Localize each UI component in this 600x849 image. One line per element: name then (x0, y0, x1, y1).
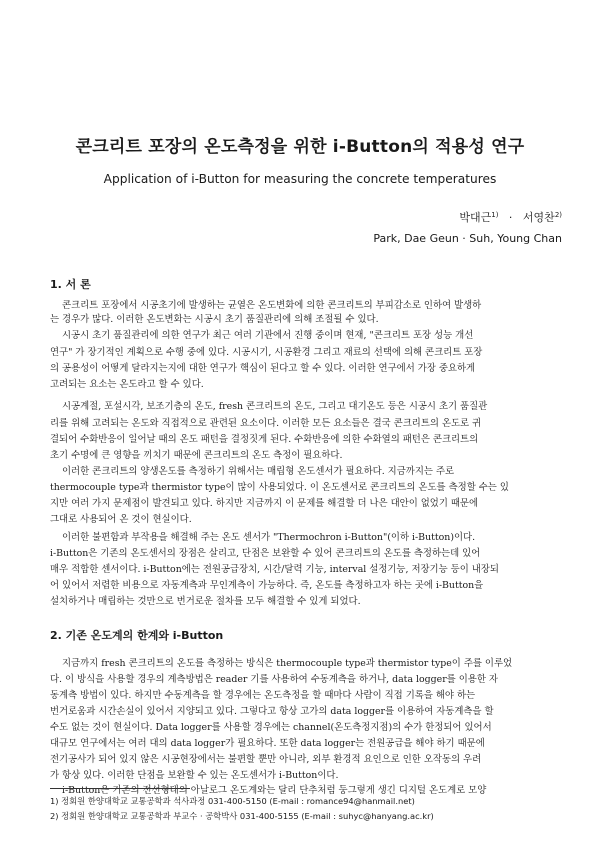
footnote-1: 1) 정회원 한양대학교 교통공학과 석사과정 031-400-5150 (E-mail : romance94@hanmail.net) (50, 796, 415, 806)
footnote-2: 2) 정회원 한양대학교 교통공학과 부교수 · 공학박사 031-400-5155 (E-mail : suhyc@hanyang.ac.kr) (50, 811, 434, 821)
section-1-line: 매우 적합한 센서이다. i-Button에는 전원공급장치, 시간/달력 기능, interval 설정기능, 저장기능 등이 내장되 (50, 564, 499, 575)
section-1-line: 고려되는 요소는 온도라고 할 수 있다. (50, 379, 204, 390)
section-1-line: 어 있어서 저렴한 비용으로 자동계측과 무인계측이 가능하다. 즉, 온도를 측정하고자 하는 곳에 i-Button을 (50, 580, 484, 591)
section-1-line: 리를 위해 고려되는 온도와 직접적으로 관련된 요소이다. 이러한 모든 요소들은 결국 콘크리트의 온도로 귀 (50, 418, 482, 429)
author-2-name: 서영찬 (522, 211, 555, 224)
authors-english: Park, Dae Geun · Suh, Young Chan (373, 232, 562, 245)
section-1-line: 그대로 사용되어 온 것이 현실이다. (50, 514, 192, 525)
author-separator: · (508, 211, 513, 224)
section-1-heading: 1. 서 론 (50, 278, 91, 291)
footnote-divider (50, 788, 190, 789)
section-1-line: 는 경우가 많다. 이러한 온도변화는 시공시 초기 품질관리에 의해 조절될 수 있다. (50, 314, 379, 325)
section-1-line: 콘크리트 포장에서 시공초기에 발생하는 균열은 온도변화에 의한 콘크리트의 부피감소로 인하여 발생하 (62, 300, 482, 311)
section-1-line: 초기 수명에 큰 영향을 끼치기 때문에 콘크리트의 온도 측정이 필요하다. (50, 450, 343, 461)
paper-subtitle: Application of i-Button for measuring the concrete temperatures (103, 172, 497, 186)
section-1-line: i-Button은 기존의 온도센서의 장점은 살리고, 단점은 보완할 수 있어 콘크리트의 온도를 측정하는데 있어 (50, 548, 481, 559)
section-2-line: 대규모 연구에서는 여러 대의 data logger가 필요하다. 또한 data logger는 전원공급을 해야 하기 때문에 (50, 738, 485, 749)
section-2-heading: 2. 기존 온도계의 한계와 i-Button (50, 629, 224, 642)
author-1-name: 박대근 (459, 211, 492, 224)
section-2-line: 동계측 방법이 있다. 하지만 수동계측을 할 경우에는 온도측정을 할 때마다 사람이 직접 기록을 해야 하는 (50, 690, 476, 701)
section-2-line: i-Button은 기존의 전선형태의 아날로그 온도계와는 달리 단추처럼 둥그렇게 생긴 디지털 온도계로 모양 (62, 785, 487, 796)
section-1-line: 이러한 콘크리트의 양생온도를 측정하기 위해서는 매립형 온도센서가 필요하다. 지금까지는 주로 (62, 466, 455, 477)
section-2-line: 지금까지 fresh 콘크리트의 온도를 측정하는 방식은 thermocouple type과 thermistor type이 주를 이루었 (62, 658, 513, 669)
section-1-line: 지만 여러 가지 문제점이 발견되고 있다. 하지만 지금까지 이 문제를 해결할 더 나은 대안이 없었기 때문에 (50, 498, 479, 509)
section-1-line: 이러한 불편함과 부작용을 해결해 주는 온도 센서가 "Thermochron i-Button"(이하 i-Button)이다. (62, 532, 476, 543)
paper-title: 콘크리트 포장의 온도측정을 위한 i-Button의 적용성 연구 (75, 137, 525, 157)
authors-korean (459, 209, 562, 225)
section-2-line: 다. 이 방식을 사용할 경우의 계측방법은 reader 기를 사용하여 수동계측을 하거나, data logger를 이용한 자 (50, 674, 498, 685)
section-1-line: 연구" 가 장기적인 계획으로 수행 중에 있다. 시공시기, 시공환경 그리고 재료의 선택에 의해 콘크리트 포장 (50, 347, 483, 358)
section-2-line: 전기공사가 되어 있지 않은 시공현장에서는 불편할 뿐만 아니라, 외부 환경적 요인으로 인한 오작동의 우려 (50, 754, 482, 765)
section-1-line: 시공시 초기 품질관리에 의한 연구가 최근 여러 기관에서 진행 중이며 현재, "콘크리트 포장 성능 개선 (62, 330, 474, 341)
section-1-line: 의 공용성이 어떻게 달라지는지에 대한 연구가 핵심이 된다고 할 수 있다. 이러한 연구에서 가장 중요하게 (50, 363, 476, 374)
section-1-line: 설치하거나 매립하는 것만으로 번거로운 절차를 모두 해결할 수 있게 되었다. (50, 596, 361, 607)
section-2-line: 가 항상 있다. 이러한 단점을 보완할 수 있는 온도센서가 i-Button이다. (50, 770, 339, 781)
section-1-line: thermocouple type과 thermistor type이 많이 사용되었다. 이 온도센서로 콘크리트의 온도를 측정할 수는 있 (50, 482, 509, 493)
section-1-line: 결되어 수화반응이 일어날 때의 온도 패턴을 결정짓게 된다. 수화반응에 의한 수화열의 패턴은 콘크리트의 (50, 434, 479, 445)
author-2-footnote-mark: 2) (554, 211, 562, 219)
author-1-footnote-mark: 1) (491, 211, 499, 219)
section-1-line: 시공계절, 포설시각, 보조기층의 온도, fresh 콘크리트의 온도, 그리고 대기온도 등은 시공시 초기 품질관 (62, 401, 488, 412)
section-2-line: 번거로움과 시간손실이 있어서 지양되고 있다. 그렇다고 항상 고가의 data logger를 이용하여 자동계측을 할 (50, 706, 494, 717)
section-2-line: 수도 없는 것이 현실이다. Data logger를 사용할 경우에는 channel(온도측정지점)의 수가 한정되어 있어서 (50, 722, 492, 733)
